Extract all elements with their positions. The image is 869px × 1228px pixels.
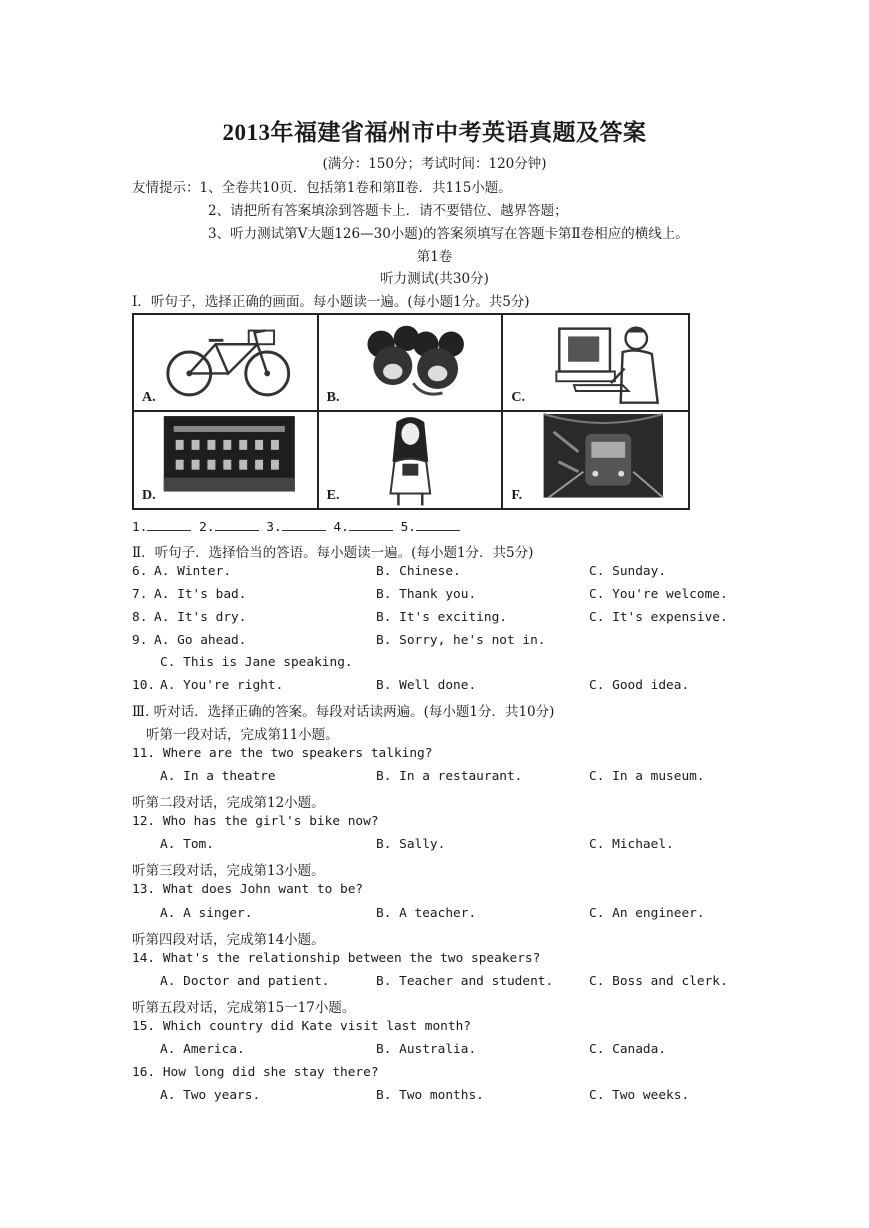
option-b: B. Teacher and student.: [376, 974, 554, 989]
option-c: C. Sunday.: [589, 564, 667, 579]
blank-5[interactable]: 5.: [401, 520, 460, 535]
picture-label: A.: [142, 389, 156, 405]
section-1-heading: Ⅰ．听句子，选择正确的画面。每小题读一遍。(每小题1分。共5分): [132, 294, 530, 310]
option-a: A. Two years.: [160, 1088, 261, 1103]
bicycle-icon: [134, 315, 317, 410]
option-c: C. Canada.: [589, 1042, 667, 1057]
blank-3[interactable]: 3.: [266, 520, 325, 535]
option-a: A. Doctor and patient.: [160, 974, 330, 989]
option-b: B. Australia.: [376, 1042, 477, 1057]
question-number: 6.: [132, 564, 148, 579]
option-a: A. In a theatre: [160, 769, 276, 784]
blank-1[interactable]: 1.: [132, 520, 191, 535]
option-c: C. You're welcome.: [589, 587, 728, 602]
question-text: 12. Who has the girl's bike now?: [132, 814, 379, 829]
question-number: 7.: [132, 587, 148, 602]
page-title: 2013年福建省福州市中考英语真题及答案: [222, 120, 647, 145]
girl-icon: [319, 412, 502, 509]
tip-2: 2、请把所有答案填涂到答题卡上．请不要错位、越界答题；: [208, 203, 568, 219]
listening-header: 听力测试(共30分): [380, 271, 489, 287]
blank-2[interactable]: 2.: [199, 520, 258, 535]
subway-train-icon: [503, 412, 688, 509]
question-text: 16. How long did she stay there?: [132, 1065, 379, 1080]
computer-user-icon: [503, 315, 688, 410]
option-c: C. Michael.: [589, 837, 674, 852]
dialogue-intro: 听第五段对话，完成第15一17小题。: [132, 1000, 356, 1016]
exam-info: (满分：150分；考试时间：120分钟): [322, 156, 547, 172]
question-number: 10.: [132, 678, 156, 693]
picture-d: [134, 412, 319, 509]
tip-3: 3、听力测试第Ⅴ大题126—30小题)的答案须填写在答题卡第Ⅱ卷相应的横线上。: [208, 226, 689, 242]
picture-b: [319, 315, 504, 412]
picture-grid: [132, 313, 690, 510]
question-text: 14. What's the relationship between the two speakers?: [132, 951, 541, 966]
picture-f: [503, 412, 688, 509]
option-a: A. Tom.: [160, 837, 214, 852]
option-a: A. A singer.: [160, 906, 253, 921]
picture-label: C.: [511, 389, 525, 405]
picture-a: [134, 315, 319, 412]
volume-label: 第1卷: [416, 249, 453, 265]
answer-blanks: [132, 518, 460, 535]
picture-label: B.: [326, 389, 340, 405]
question-text: 13. What does John want to be?: [132, 882, 364, 897]
option-a: A. It's dry.: [154, 610, 247, 625]
picture-e: [319, 412, 504, 509]
option-b: B. It's exciting.: [376, 610, 507, 625]
option-a: A. America.: [160, 1042, 245, 1057]
option-a: A. Go ahead.: [154, 633, 247, 648]
dialogue-intro: 听第四段对话，完成第14小题。: [132, 932, 325, 948]
option-b: B. Sally.: [376, 837, 446, 852]
tip-1: 友情提示：1、全卷共10页．包括第1卷和第Ⅱ卷．共115小题。: [132, 180, 512, 196]
picture-label: D.: [142, 488, 156, 503]
blank-4[interactable]: 4.: [333, 520, 392, 535]
question-text: 11. Where are the two speakers talking?: [132, 746, 433, 761]
option-b: B. A teacher.: [376, 906, 477, 921]
dialogue-intro: 听第二段对话，完成第12小题。: [132, 795, 325, 811]
question-number: 8.: [132, 610, 148, 625]
option-b: B. Two months.: [376, 1088, 484, 1103]
option-b: B. Chinese.: [376, 564, 461, 579]
option-a: A. You're right.: [160, 678, 284, 693]
option-c: C. Two weeks.: [589, 1088, 690, 1103]
question-number: 9.: [132, 633, 148, 648]
option-b: B. Sorry, he's not in.: [376, 633, 546, 648]
picture-label: F.: [511, 488, 523, 503]
option-b: B. In a restaurant.: [376, 769, 523, 784]
option-a: A. Winter.: [154, 564, 232, 579]
option-c: C. An engineer.: [589, 906, 705, 921]
mickey-mouse-icon: [319, 315, 502, 410]
question-text: 15. Which country did Kate visit last month?: [132, 1019, 471, 1034]
option-c: C. This is Jane speaking.: [160, 655, 353, 670]
picture-c: [503, 315, 688, 412]
option-b: B. Thank you.: [376, 587, 477, 602]
picture-label: E.: [326, 488, 340, 503]
section-2-heading: Ⅱ．听句子．选择恰当的答语。每小题读一遍。(每小题1分．共5分): [132, 545, 534, 561]
option-c: C. Good idea.: [589, 678, 690, 693]
option-c: C. Boss and clerk.: [589, 974, 728, 989]
building-icon: [134, 412, 317, 509]
option-a: A. It's bad.: [154, 587, 247, 602]
dialogue-intro: 听第一段对话，完成第11小题。: [146, 727, 339, 743]
option-b: B. Well done.: [376, 678, 477, 693]
option-c: C. In a museum.: [589, 769, 705, 784]
dialogue-intro: 听第三段对话，完成第13小题。: [132, 863, 325, 879]
section-3-heading: Ⅲ. 听对话．选择正确的答案。每段对话读两遍。(每小题1分．共10分): [132, 704, 555, 720]
option-c: C. It's expensive.: [589, 610, 728, 625]
